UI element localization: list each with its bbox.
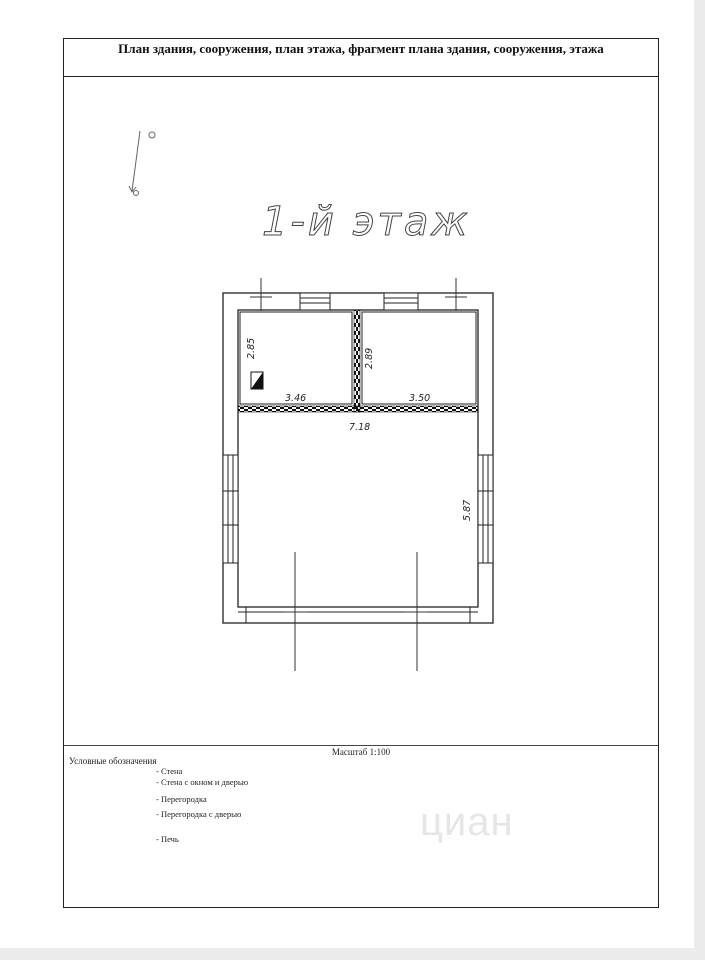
sheet-header: План здания, сооружения, план этажа, фрагмент плана здания, сооружения, этажа — [64, 39, 658, 77]
watermark: циан — [420, 800, 514, 844]
page-edge-right — [694, 0, 705, 960]
dim-hall-height: 5.87 — [462, 499, 473, 521]
dim-room1-height: 2.85 — [246, 337, 257, 359]
dim-room2-height: 2.89 — [364, 347, 375, 369]
window-top-left — [300, 293, 330, 310]
legend-item-wall-window-door: - Стена с окном и дверью — [156, 777, 249, 787]
legend-item-stove: - Печь — [156, 834, 179, 844]
scale-label: Масштаб 1:100 — [64, 745, 658, 757]
stove-icon — [251, 372, 263, 389]
window-bottom — [238, 607, 478, 623]
window-top-right — [384, 293, 418, 310]
floor-plan — [64, 39, 660, 745]
dim-total-width: 7.18 — [349, 422, 371, 433]
page-edge-bottom — [0, 948, 705, 960]
dim-room2-width: 3.50 — [409, 393, 431, 404]
window-left — [223, 455, 238, 563]
north-arrow-icon — [129, 131, 155, 196]
partition-vertical — [354, 310, 360, 412]
floor-label: 1-й этаж — [262, 199, 471, 245]
legend-item-partition-door: - Перегородка с дверью — [156, 809, 242, 819]
partition-horizontal — [238, 406, 478, 412]
dim-room1-width: 3.46 — [285, 393, 307, 404]
legend-title: Условные обозначения — [69, 756, 157, 766]
window-right — [478, 455, 493, 563]
legend-item-partition: - Перегородка — [156, 794, 207, 804]
legend-item-wall: - Стена — [156, 766, 183, 776]
drawing-sheet — [63, 38, 659, 908]
